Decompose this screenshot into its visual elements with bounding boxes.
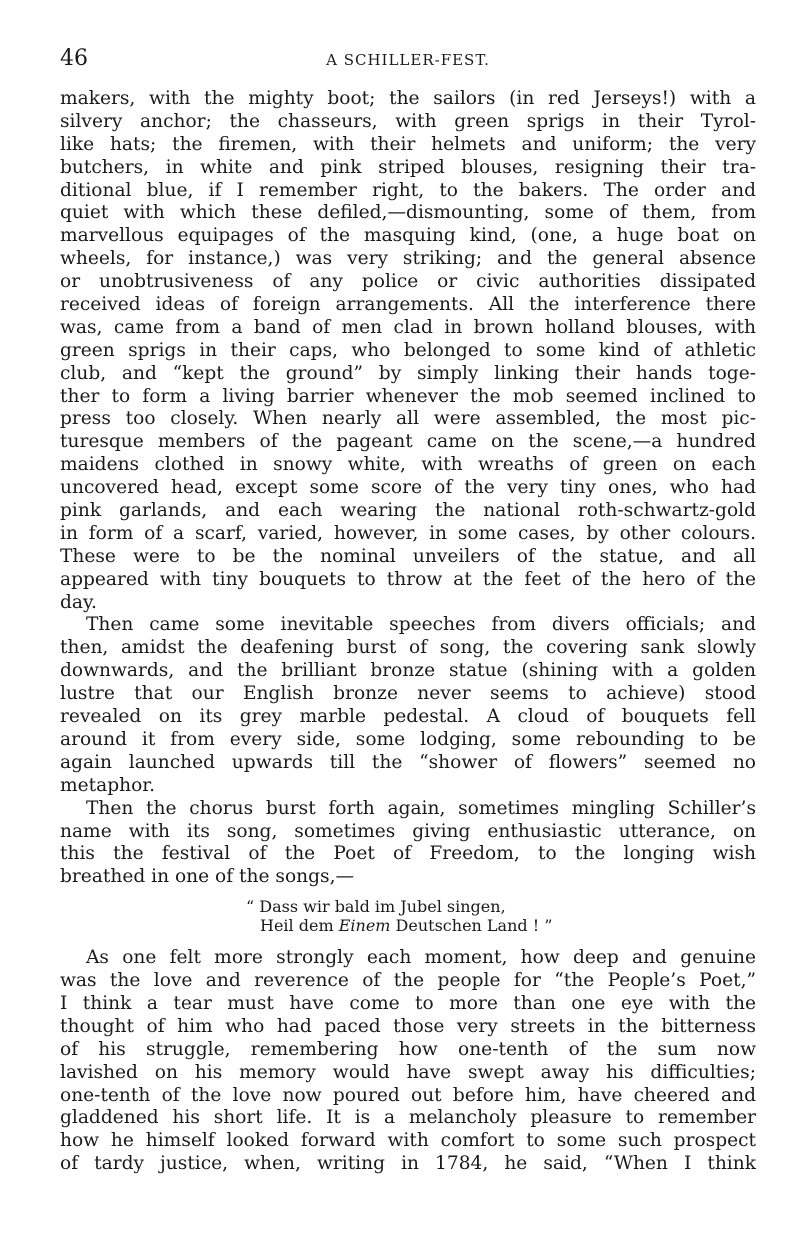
- verse-quotation: [60, 897, 756, 935]
- text-line: day.: [60, 591, 97, 613]
- page-number: 46: [60, 46, 88, 71]
- verse-line: [246, 916, 756, 935]
- text-line: green sprigs in their caps, who belonged to some kind of athletic: [60, 339, 756, 361]
- page-header: [60, 46, 756, 76]
- text-line: again launched upwards till the “shower of flowers” seemed no: [60, 751, 756, 773]
- text-line: metaphor.: [60, 774, 156, 796]
- text-line: revealed on its grey marble pedestal. A cloud of bouquets fell: [60, 706, 756, 728]
- text-line: gladdened his short life. It is a melancholy pleasure to remember: [60, 1107, 756, 1129]
- text-line: around it from every side, some lodging, some rebounding to be: [60, 728, 756, 750]
- text-line: lavished on his memory would have swept away his difficulties;: [60, 1061, 756, 1083]
- text-line: uncovered head, except some score of the very tiny ones, who had: [60, 477, 756, 499]
- body-text: [60, 88, 756, 1176]
- text-line: Then the chorus burst forth again, sometimes mingling Schiller’s: [86, 797, 756, 819]
- text-line: like hats; the firemen, with their helmets and uniform; the very: [60, 133, 756, 155]
- text-line: makers, with the mighty boot; the sailors (in red Jerseys!) with a: [60, 88, 756, 109]
- text-line: name with its song, sometimes giving enthusiastic utterance, on: [60, 820, 756, 842]
- text-line: breathed in one of the songs,—: [60, 866, 355, 888]
- text-line: wheels, for instance,) was very striking; and the general absence: [60, 248, 756, 270]
- text-line: lustre that our English bronze never seems to achieve) stood: [60, 683, 756, 705]
- paragraph-3: [60, 798, 756, 890]
- text-line: thought of him who had paced those very streets in the bitterness: [60, 1015, 756, 1037]
- text-line: I think a tear must have come to more than one eye with the: [60, 992, 756, 1014]
- text-line: ditional blue, if I remember right, to the bakers. The order and: [60, 179, 756, 201]
- text-line: pink garlands, and each wearing the national roth-schwartz-gold: [60, 500, 756, 522]
- text-line: was the love and reverence of the people for “the People’s Poet,”: [60, 970, 756, 992]
- text-line: or unobtrusiveness of any police or civic authorities dissipated: [60, 271, 756, 293]
- text-line: this the festival of the Poet of Freedom, to the longing wish: [60, 843, 756, 865]
- text-line: marvellous equipages of the masquing kind, (one, a huge boat on: [60, 225, 756, 247]
- text-line: ther to form a living barrier whenever the mob seemed inclined to: [60, 385, 756, 407]
- text-line: was, came from a band of men clad in brown holland blouses, with: [60, 316, 756, 338]
- text-line: These were to be the nominal unveilers of the statue, and all: [60, 545, 756, 567]
- text-line: then, amidst the deafening burst of song, the covering sank slowly: [60, 637, 756, 659]
- text-line: As one felt more strongly each moment, how deep and genuine: [86, 947, 756, 969]
- text-line: how he himself looked forward with comfort to some such prospect: [60, 1130, 756, 1152]
- paragraph-1: [60, 88, 756, 614]
- paragraph-2: [60, 614, 756, 797]
- text-line: of his struggle, remembering how one-tenth of the sum now: [60, 1038, 756, 1060]
- verse-text: Deutschen Land ! ”: [390, 916, 553, 936]
- text-line: in form of a scarf, varied, however, in some cases, by other colours.: [60, 522, 756, 544]
- verse-line: “ Dass wir bald im Jubel singen,: [246, 897, 506, 917]
- text-line: turesque members of the pageant came on the scene,—a hundred: [60, 431, 756, 453]
- text-line: one-tenth of the love now poured out before him, have cheered and: [60, 1084, 756, 1106]
- text-line: press too closely. When nearly all were assembled, the most pic-: [60, 408, 756, 430]
- verse-text: Heil dem: [260, 916, 339, 936]
- text-line: Then came some inevitable speeches from divers officials; and: [86, 614, 756, 636]
- verse-emphasis: Einem: [338, 916, 391, 936]
- text-line: club, and “kept the ground” by simply linking their hands toge-: [60, 362, 756, 384]
- paragraph-4: [60, 947, 756, 1176]
- text-line: of tardy justice, when, writing in 1784, he said, “When I think: [60, 1153, 756, 1175]
- running-title: A SCHILLER-FEST.: [326, 51, 490, 69]
- text-line: silvery anchor; the chasseurs, with green sprigs in their Tyrol-: [60, 110, 756, 132]
- text-line: received ideas of foreign arrangements. All the interference there: [60, 294, 756, 316]
- text-line: maidens clothed in snowy white, with wreaths of green on each: [60, 454, 756, 476]
- text-line: quiet with which these defiled,—dismounting, some of them, from: [60, 202, 756, 224]
- text-line: downwards, and the brilliant bronze statue (shining with a golden: [60, 660, 756, 682]
- text-line: appeared with tiny bouquets to throw at the feet of the hero of the: [60, 568, 756, 590]
- text-line: butchers, in white and pink striped blouses, resigning their tra-: [60, 156, 756, 178]
